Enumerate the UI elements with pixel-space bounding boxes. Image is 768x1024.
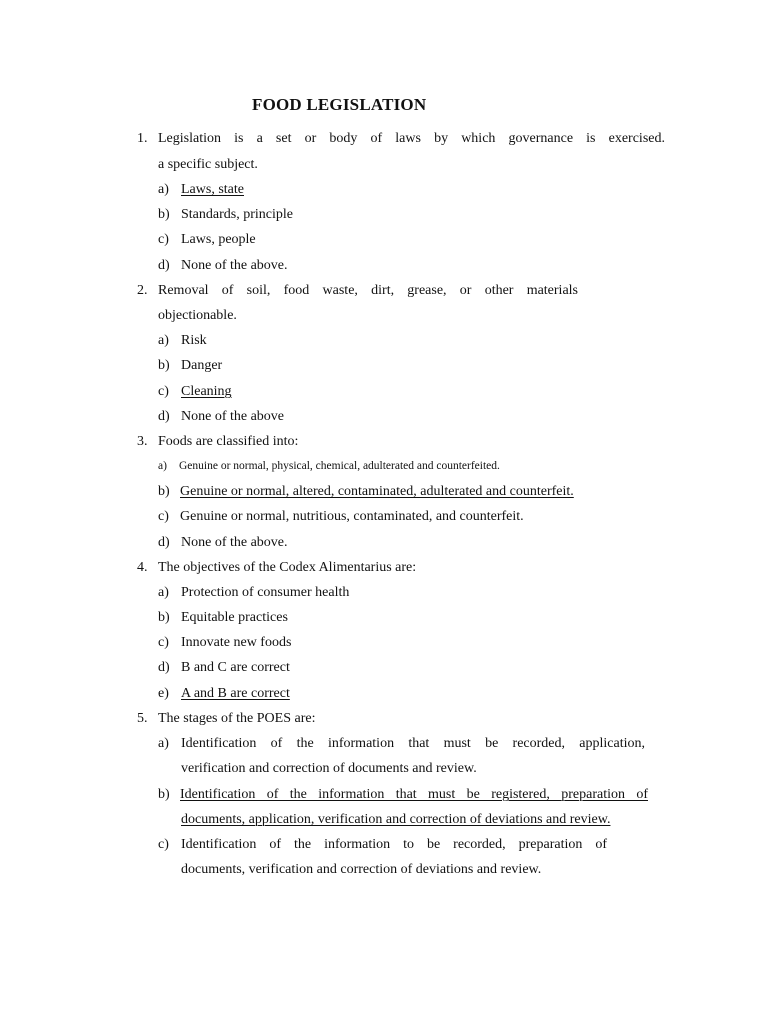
question-2-stem-line-1: Removal of soil, food waste, dirt, grease, or other materials <box>158 283 578 298</box>
question-5-option-b-line-2: documents, application, verification and correction of deviations and review. <box>181 812 611 827</box>
question-2-option-c-text: Cleaning <box>181 384 232 399</box>
question-5-option-c-line-2: documents, verification and correction of deviations and review. <box>181 862 542 877</box>
question-5-option-b-letter: b) <box>158 787 170 802</box>
question-2-option-b-letter: b) <box>158 358 170 373</box>
question-3-option-b-letter: b) <box>158 484 170 499</box>
question-1-option-d-text: None of the above. <box>181 258 288 273</box>
question-4-option-c-text: Innovate new foods <box>181 635 292 650</box>
question-1-stem-line-2: a specific subject. <box>158 157 258 172</box>
question-2-option-b-text: Danger <box>181 358 223 373</box>
question-2-option-d-text: None of the above <box>181 409 285 424</box>
question-1-option-d-letter: d) <box>158 258 170 273</box>
question-3-option-c-text: Genuine or normal, nutritious, contaminated, and counterfeit. <box>180 509 524 524</box>
question-3-option-c-letter: c) <box>158 509 169 524</box>
question-4-option-d-text: B and C are correct <box>181 660 290 675</box>
question-4-option-b-letter: b) <box>158 610 170 625</box>
question-2-option-a-letter: a) <box>158 333 169 348</box>
question-1-option-c-text: Laws, people <box>181 232 256 247</box>
question-5-option-c-letter: c) <box>158 837 169 852</box>
document-title: FOOD LEGISLATION <box>252 95 427 114</box>
question-5-stem-line-1: The stages of the POES are: <box>158 711 316 726</box>
question-3-option-d-text: None of the above. <box>181 535 288 550</box>
question-1-option-b-letter: b) <box>158 207 170 222</box>
question-4-option-c-letter: c) <box>158 635 169 650</box>
question-1-option-b-text: Standards, principle <box>181 207 293 222</box>
question-4-option-b-text: Equitable practices <box>181 610 288 625</box>
question-1-option-a-letter: a) <box>158 182 169 197</box>
question-4-option-e-letter: e) <box>158 686 169 701</box>
question-1-stem-line-1: Legislation is a set or body of laws by which governance is exercised. <box>158 131 665 146</box>
question-2-stem-line-2: objectionable. <box>158 308 237 323</box>
question-3-option-a-text: Genuine or normal, physical, chemical, adulterated and counterfeited. <box>179 460 500 472</box>
question-4-option-e-text: A and B are correct <box>181 686 290 701</box>
question-4-number: 4. <box>137 560 148 575</box>
question-1-option-c-letter: c) <box>158 232 169 247</box>
question-4-stem-line-1: The objectives of the Codex Alimentarius are: <box>158 560 417 575</box>
question-2-option-d-letter: d) <box>158 409 170 424</box>
question-4-option-d-letter: d) <box>158 660 170 675</box>
question-2-number: 2. <box>137 283 148 298</box>
question-5-option-b-line-1: Identification of the information that must be registered, preparation of <box>180 787 648 802</box>
question-4-option-a-letter: a) <box>158 585 169 600</box>
question-3-option-b-text: Genuine or normal, altered, contaminated, adulterated and counterfeit. <box>180 484 574 499</box>
question-3-number: 3. <box>137 434 148 449</box>
question-3-stem-line-1: Foods are classified into: <box>158 434 299 449</box>
question-2-option-a-text: Risk <box>181 333 207 348</box>
question-2-option-c-letter: c) <box>158 384 169 399</box>
question-1-option-a-text: Laws, state <box>181 182 244 197</box>
question-1-number: 1. <box>137 131 148 146</box>
question-5-option-a-letter: a) <box>158 736 169 751</box>
question-5-option-a-line-2: verification and correction of documents and review. <box>181 761 477 776</box>
question-5-option-c-line-1: Identification of the information to be recorded, preparation of <box>181 837 607 852</box>
question-5-number: 5. <box>137 711 148 726</box>
question-3-option-d-letter: d) <box>158 535 170 550</box>
question-3-option-a-letter: a) <box>158 460 167 472</box>
question-4-option-a-text: Protection of consumer health <box>181 585 350 600</box>
question-5-option-a-line-1: Identification of the information that must be recorded, application, <box>181 736 645 751</box>
